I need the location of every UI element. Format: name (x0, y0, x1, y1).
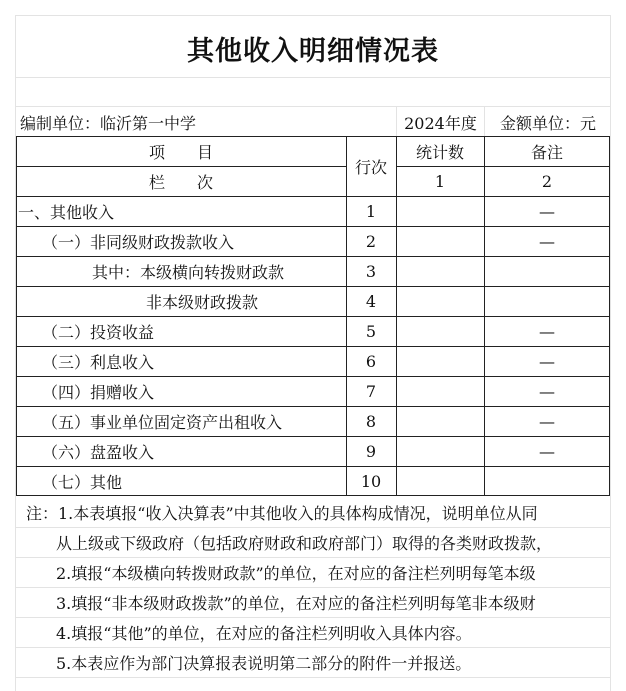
row-number: 5 (365, 321, 377, 341)
row-number: 7 (365, 381, 377, 401)
note-line: 4.填报“其他”的单位，在对应的备注栏列明收入具体内容。 (56, 623, 472, 643)
statistic-count-cell[interactable] (396, 316, 484, 346)
statistic-count-cell[interactable] (396, 406, 484, 436)
statistic-count-cell[interactable] (396, 196, 484, 226)
row-label: （七）其他 (42, 472, 123, 492)
column-number: 1 (434, 171, 446, 191)
remark-cell[interactable]: — (539, 351, 555, 371)
header-statistic-count: 统计数 (415, 142, 464, 162)
page-title: 其他收入明细情况表 (187, 35, 439, 67)
statistic-count-cell[interactable] (396, 256, 484, 286)
row-number: 1 (365, 201, 377, 221)
statistic-count-cell[interactable] (396, 376, 484, 406)
note-line: 2.填报“本级横向转拨财政款”的单位，在对应的备注栏列明每笔本级 (56, 563, 536, 583)
header-row-number: 行次 (354, 157, 387, 177)
row-number: 4 (365, 291, 377, 311)
grid-line (15, 106, 611, 107)
remark-cell[interactable] (484, 466, 610, 496)
row-label: 其中：本级横向转拨财政款 (92, 262, 285, 282)
row-number: 9 (365, 441, 377, 461)
reporting-unit: 编制单位：临沂第一中学 (20, 113, 197, 133)
note-line: 3.填报“非本级财政拨款”的单位，在对应的备注栏列明每笔非本级财 (56, 593, 536, 613)
statistic-count-cell[interactable] (396, 346, 484, 376)
row-number: 8 (365, 411, 377, 431)
row-label: 一、其他收入 (18, 202, 115, 222)
row-label: （六）盘盈收入 (42, 442, 155, 462)
statistic-count-cell[interactable] (396, 436, 484, 466)
row-number: 6 (365, 351, 377, 371)
remark-cell[interactable] (484, 256, 610, 286)
amount-unit: 金额单位：元 (500, 113, 597, 133)
column-number: 2 (541, 171, 553, 191)
row-label: （三）利息收入 (42, 352, 155, 372)
row-label: （五）事业单位固定资产出租收入 (42, 412, 283, 432)
statistic-count-cell[interactable] (396, 226, 484, 256)
row-label: （一）非同级财政拨款收入 (42, 232, 235, 252)
header-remark: 备注 (530, 142, 563, 162)
remark-cell[interactable]: — (539, 201, 555, 221)
row-label: （二）投资收益 (42, 322, 155, 342)
statistic-count-cell[interactable] (396, 286, 484, 316)
remark-cell[interactable]: — (539, 321, 555, 341)
header-column-label: 栏 次 (148, 172, 213, 192)
remark-cell[interactable] (484, 286, 610, 316)
row-number: 3 (365, 261, 377, 281)
note-line: 从上级或下级政府（包括政府财政和政府部门）取得的各类财政拨款， (56, 533, 553, 553)
remark-cell[interactable]: — (539, 381, 555, 401)
grid-line (484, 106, 485, 136)
income-detail-table (16, 136, 610, 496)
remark-cell[interactable]: — (539, 411, 555, 431)
row-label: （四）捐赠收入 (42, 382, 155, 402)
statistic-count-cell[interactable] (396, 466, 484, 496)
remark-cell[interactable]: — (539, 441, 555, 461)
row-label: 非本级财政拨款 (146, 292, 259, 312)
grid-line (15, 677, 611, 678)
header-item: 项 目 (148, 142, 213, 162)
row-number: 2 (365, 231, 377, 251)
note-line: 注：1.本表填报“收入决算表”中其他收入的具体构成情况，说明单位从同 (26, 503, 538, 523)
fiscal-year: 2024年度 (404, 113, 477, 133)
remark-cell[interactable]: — (539, 231, 555, 251)
row-number: 10 (360, 471, 382, 491)
note-line: 5.本表应作为部门决算报表说明第二部分的附件一并报送。 (56, 653, 472, 673)
grid-line (15, 15, 611, 16)
